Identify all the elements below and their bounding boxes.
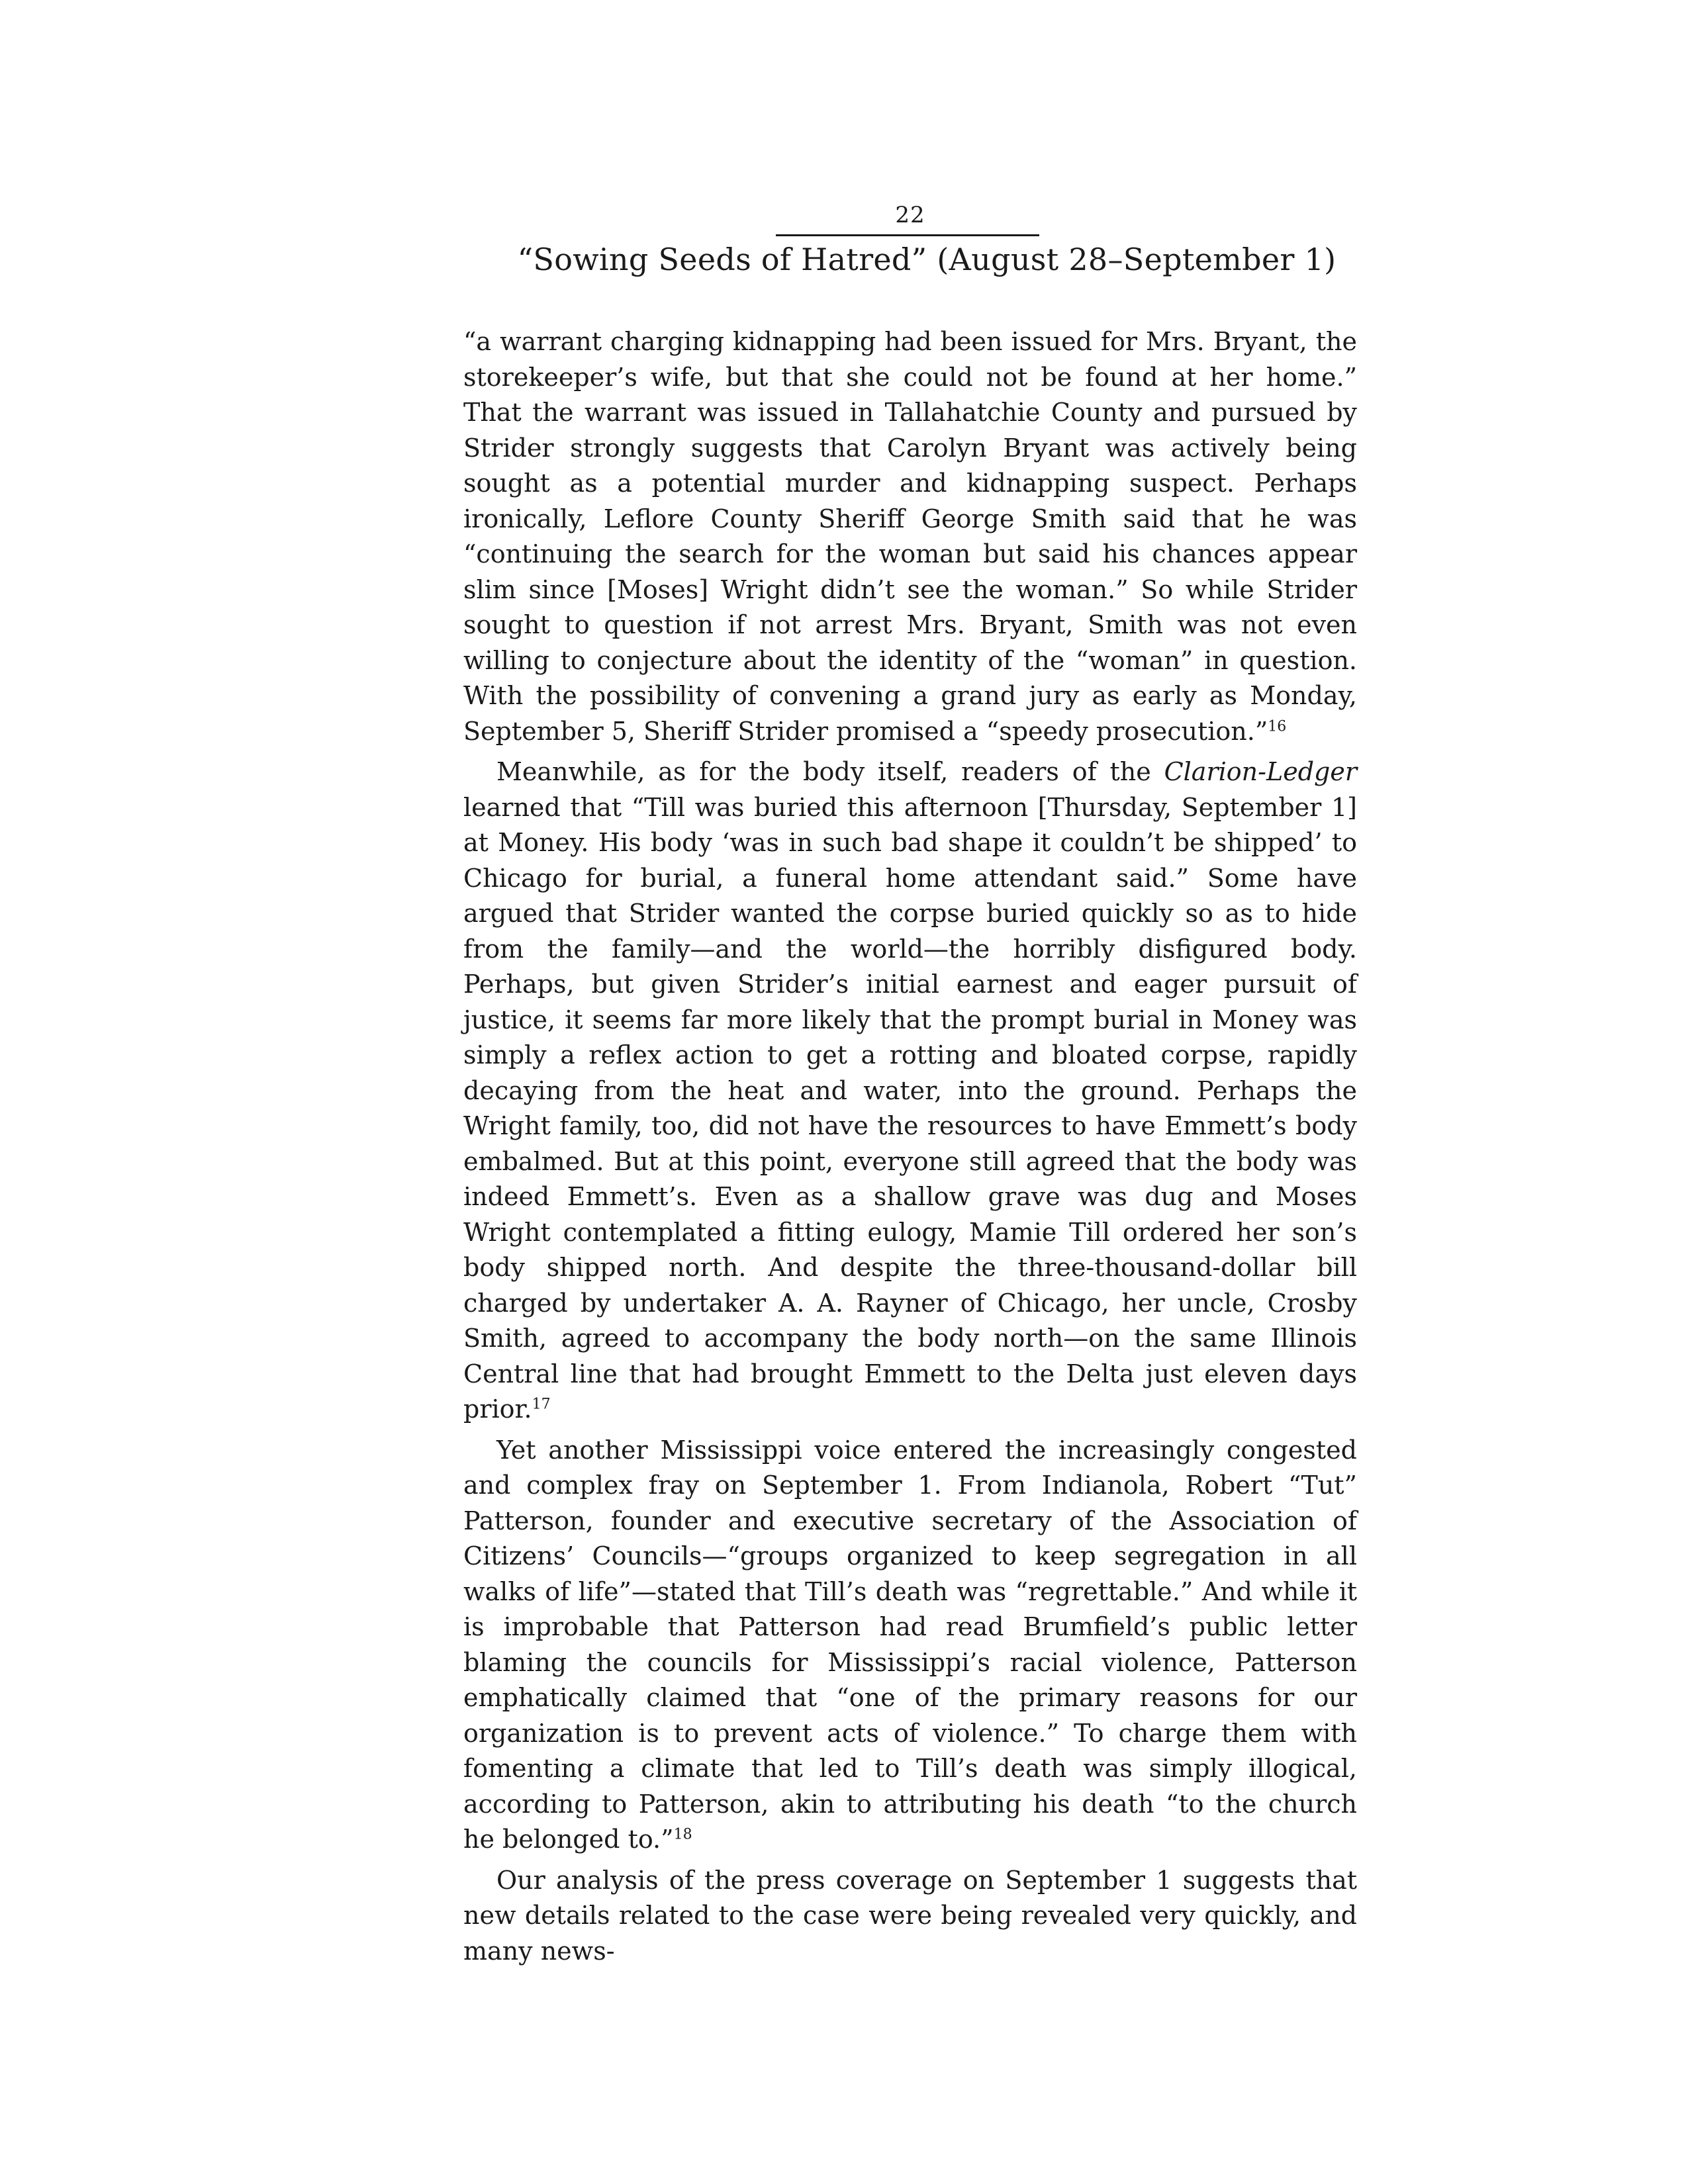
footnote-marker[interactable]: 17 bbox=[532, 1396, 551, 1413]
body-text bbox=[463, 324, 1357, 1969]
footnote-marker[interactable]: 18 bbox=[673, 1826, 692, 1843]
paragraph-text: Yet another Mississippi voice entered the increasingly congested and complex fray on September 1. From Indianola, Robert “Tut” Patterson, founder and executive secretary of the Association of Citizens’ Councils—“groups organized to keep segregation in all walks of life”—stated that Till’s death was “regrettable.” And while it is improbable that Patterson had read Brumfield’s public letter blaming the councils for Mississippi’s racial violence, Patterson emphatically claimed that “one of the primary reasons for our organization is to prevent acts of violence.” To charge them with fomenting a climate that led to Till’s death was simply illogical, according to Patterson, akin to attributing his death “to the church he belonged to.” bbox=[463, 1435, 1357, 1854]
paragraph-text: “a warrant charging kidnapping had been issued for Mrs. Bryant, the storekeeper’s wife, but that she could not be found at her home.” That the warrant was issued in Tallahatchie County and pursued by Strider strongly suggests that Carolyn Bryant was actively being sought as a potential murder and kidnapping suspect. Perhaps ironically, Leflore County Sheriff George Smith said that he was “continuing the search for the woman but said his chances appear slim since [Moses] Wright didn’t see the woman.” So while Strider sought to question if not arrest Mrs. Bryant, Smith was not even willing to conjecture about the identity of the “woman” in question. With the possibility of convening a grand jury as early as Monday, September 5, Sheriff Strider promised a “speedy prosecution.” bbox=[463, 327, 1357, 746]
paragraph-3 bbox=[463, 1433, 1357, 1858]
paragraph-1 bbox=[463, 324, 1357, 749]
newspaper-title: Clarion-Ledger bbox=[1164, 757, 1357, 786]
chapter-title: “Sowing Seeds of Hatred” (August 28–September 1) bbox=[517, 242, 1336, 277]
paragraph-4 bbox=[463, 1863, 1357, 1970]
paragraph-2 bbox=[463, 754, 1357, 1428]
paragraph-text: learned that “Till was buried this afternoon [Thursday, September 1] at Money. His body ‘was in such bad shape it couldn’t be shipped’ to Chicago for burial, a funeral home attendant said.” Some have argued that Strider wanted the corpse buried quickly so as to hide from the family—and the world—the horribly disfigured body. Perhaps, but given Strider’s initial earnest and eager pursuit of justice, it seems far more likely that the prompt burial in Money was simply a reflex action to get a rotting and bloated corpse, rapidly decaying from the heat and water, into the ground. Perhaps the Wright family, too, did not have the resources to have Emmett’s body embalmed. But at this point, everyone still agreed that the body was indeed Emmett’s. Even as a shallow grave was dug and Moses Wright contemplated a fitting eulogy, Mamie Till ordered her son’s body shipped north. And despite the three-thousand-dollar bill charged by undertaker A. A. Rayner of Chicago, her uncle, Crosby Smith, agreed to accompany the body north—on the same Illinois Central line that had brought Emmett to the Delta just eleven days prior. bbox=[463, 792, 1357, 1424]
header-rule bbox=[776, 234, 1039, 236]
paragraph-text: Meanwhile, as for the body itself, readers of the bbox=[496, 757, 1164, 786]
footnote-marker[interactable]: 16 bbox=[1268, 717, 1287, 735]
paragraph-text: Our analysis of the press coverage on September 1 suggests that new details related to the case were being revealed very quickly, and many news- bbox=[463, 1865, 1357, 1966]
page-number: 22 bbox=[895, 202, 925, 228]
